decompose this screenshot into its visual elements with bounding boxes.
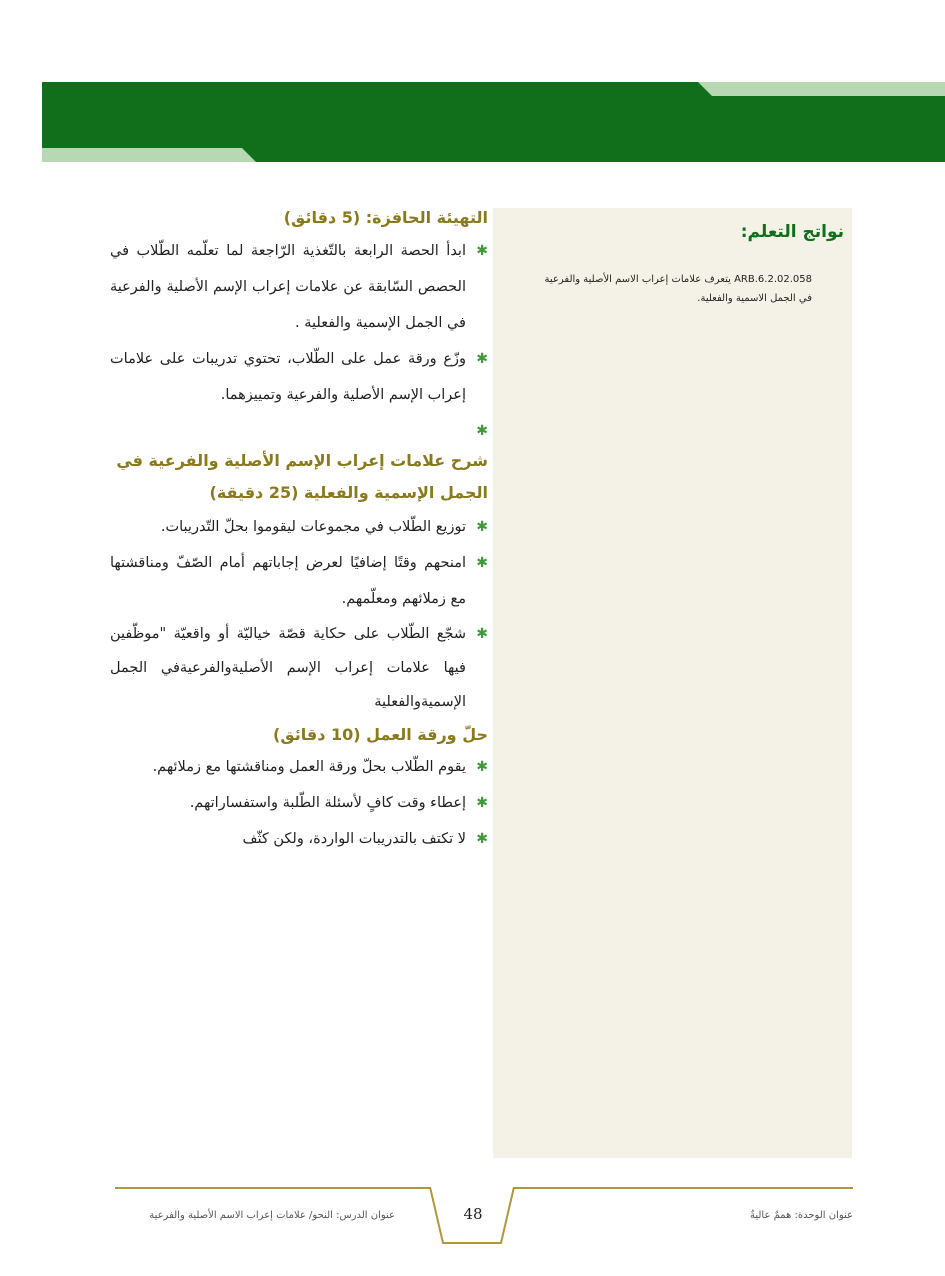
worksheet-list: [110, 749, 488, 857]
list-item: ✱ شجّع الطّلاب على حكاية قصّة خياليّة أو واقعيّة "موظّفين فيها علامات إعراب الإسم الأصليةوالفرعيةفي الجمل الإسميةوالفعلية: [110, 617, 488, 719]
footer-unit-title: عنوان الوحدة: هممٌ عاليةٌ: [750, 1210, 853, 1221]
list-item: ✱ إعطاء وقت كافٍ لأسئلة الطّلبة واستفساراتهم.: [110, 785, 488, 821]
explanation-list: [110, 509, 488, 719]
learning-outcome-text: ARB.6.2.02.058 يتعرف علامات إعراب الاسم الأصلية والفرعية في الجمل الاسمية والفعلية.: [544, 274, 812, 304]
lesson-content: [110, 203, 488, 857]
footer-rule-right: [513, 1187, 853, 1189]
bullet-star-icon: ✱: [476, 831, 488, 847]
section-heading-explanation: شرح علامات إعراب الإسم الأصلية والفرعية في الجمل الإسمية والفعلية (25 دقيقة): [116, 451, 488, 502]
bullet-star-icon: ✱: [476, 351, 488, 367]
bullet-star-icon: ✱: [476, 626, 488, 642]
bullet-star-icon: ✱: [476, 519, 488, 535]
footer-rule-left: [115, 1187, 431, 1189]
warmup-list: [110, 233, 488, 439]
page-number: 48: [463, 1205, 483, 1223]
bullet-star-icon: ✱: [476, 423, 488, 439]
list-item: ✱ يقوم الطّلاب بحلّ ورقة العمل ومناقشتها مع زملائهم.: [110, 749, 488, 785]
section-heading-worksheet: حلّ ورقة العمل (10 دقائق): [273, 725, 488, 744]
bullet-star-icon: ✱: [476, 555, 488, 571]
learning-outcomes-title: نواتج التعلم:: [740, 222, 844, 242]
list-item: ✱ لا تكتف بالتدريبات الواردة، ولكن كثّف: [110, 821, 488, 857]
bullet-star-icon: ✱: [476, 795, 488, 811]
header-accent-strip-bottom: [42, 148, 256, 162]
bullet-star-icon: ✱: [476, 243, 488, 259]
footer-lesson-title: عنوان الدرس: النحو/ علامات إعراب الاسم الأصلية والفرعية: [149, 1210, 395, 1221]
list-item-empty: [110, 413, 488, 439]
bullet-star-icon: ✱: [476, 759, 488, 775]
section-heading-warmup: التهيئة الحافزة: (5 دقائق): [283, 208, 488, 227]
list-item: ✱ وزّع ورقة عمل على الطّلاب، تحتوي تدريبات على علامات إعراب الإسم الأصلية والفرعية وتمييزهما.: [110, 341, 488, 413]
list-item: ✱ توزيع الطّلاب في مجموعات ليقوموا بحلّ التّدريبات.: [110, 509, 488, 545]
header-accent-strip-top: [698, 82, 945, 96]
learning-outcomes-panel: [493, 208, 852, 1158]
list-item: ✱ ابدأ الحصة الرابعة بالتّغذية الرّاجعة لما تعلّمه الطّلاب في الحصص السّابقة عن علامات إعراب الإسم الأصلية والفرعية في الجمل الإسمية والفعلية .: [110, 233, 488, 341]
list-item: ✱ امنحهم وقتًا إضافيًا لعرض إجاباتهم أمام الصّفّ ومناقشتها مع زملائهم ومعلّمهم.: [110, 545, 488, 617]
